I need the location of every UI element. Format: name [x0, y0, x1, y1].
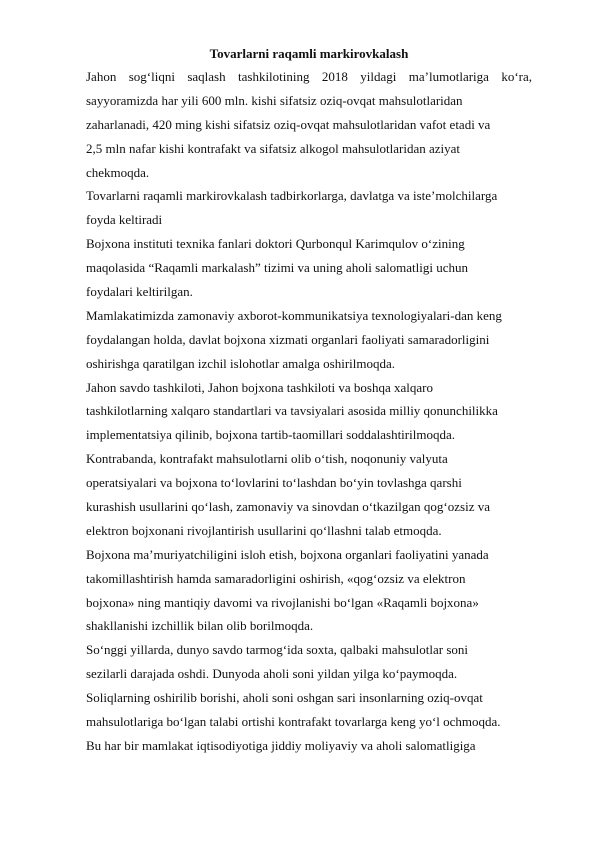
text-line: Mamlakatimizda zamonaviy axborot-kommunikatsiya texnologiyalari-dan keng — [86, 307, 502, 323]
text-line: Tovarlarni raqamli markirovkalash tadbirkorlarga, davlatga va iste’molchilarga — [86, 188, 498, 204]
text-line: implementatsiya qilinib, bojxona tartib-taomillari soddalashtirilmoqda. — [86, 427, 455, 443]
text-line: Bojxona ma’muriyatchiligini isloh etish, bojxona organlari faoliyatini yanada — [86, 546, 489, 562]
text-line: sayyoramizda har yili 600 mln. kishi sifatsiz oziq-ovqat mahsulotlaridan — [86, 92, 463, 108]
text-line: sezilarli darajada oshdi. Dunyoda aholi soni yildan yilga ko‘paymoqda. — [86, 666, 458, 682]
text-line: Jahon savdo tashkiloti, Jahon bojxona tashkiloti va boshqa xalqaro — [86, 379, 433, 395]
text-line: Jahon sog‘liqni saqlash tashkilotining 2018 yildagi ma’lumotlariga ko‘ra, — [86, 69, 532, 84]
text-line: kurashish usullarini qo‘lash, zamonaviy va sinovdan o‘tkazilgan qog‘ozsiz va — [86, 499, 490, 515]
text-line: Soliqlarning oshirilib borishi, aholi soni oshgan sari insonlarning oziq-ovqat — [86, 690, 483, 706]
document-title: Tovarlarni raqamli markirovkalash — [209, 46, 409, 61]
text-line: takomillashtirish hamda samaradorligini oshirish, «qog‘ozsiz va elektron — [86, 570, 466, 586]
text-line: Bojxona instituti texnika fanlari doktori Qurbonqul Karimqulov o‘zining — [86, 236, 465, 252]
text-line: chekmoqda. — [86, 164, 150, 180]
text-line: maqolasida “Raqamli markalash” tizimi va uning aholi salomatligi uchun — [86, 260, 468, 276]
text-line: tashkilotlarning xalqaro standartlari va tavsiyalari asosida milliy qonunchilikka — [86, 403, 498, 419]
text-line: Kontrabanda, kontrafakt mahsulotlarni olib o‘tish, noqonuniy valyuta — [86, 451, 448, 467]
text-line: operatsiyalari va bojxona to‘lovlarini to‘lashdan bo‘yin tovlashga qarshi — [86, 475, 462, 491]
text-line: bojxona» ning mantiqiy davomi va rivojlanishi bo‘lgan «Raqamli bojxona» — [86, 594, 479, 610]
document-body — [86, 65, 532, 758]
text-line: foydalangan holda, davlat bojxona xizmati organlari faoliyati samaradorligini — [86, 331, 490, 347]
document-page — [86, 43, 532, 758]
text-line: zaharlanadi, 420 ming kishi sifatsiz oziq-ovqat mahsulotlaridan vafot etadi va — [86, 116, 491, 132]
text-line: oshirishga qaratilgan izchil islohotlar amalga oshirilmoqda. — [86, 355, 396, 371]
text-line: elektron bojxonani rivojlantirish usullarini qo‘llashni talab etmoqda. — [86, 522, 442, 538]
text-line: foyda keltiradi — [86, 212, 163, 228]
text-line: 2,5 mln nafar kishi kontrafakt va sifatsiz alkogol mahsulotlaridan aziyat — [86, 140, 461, 156]
text-line: foydalari keltirilgan. — [86, 284, 193, 300]
text-line: mahsulotlariga bo‘lgan talabi ortishi kontrafakt tovarlarga keng yo‘l ochmoqda. — [86, 714, 501, 730]
text-line: Bu har bir mamlakat iqtisodiyotiga jiddiy moliyaviy va aholi salomatligiga — [86, 737, 476, 753]
text-line: shakllanishi izchillik bilan olib borilmoqda. — [86, 618, 314, 634]
text-line: So‘nggi yillarda, dunyo savdo tarmog‘ida soxta, qalbaki mahsulotlar soni — [86, 642, 468, 658]
